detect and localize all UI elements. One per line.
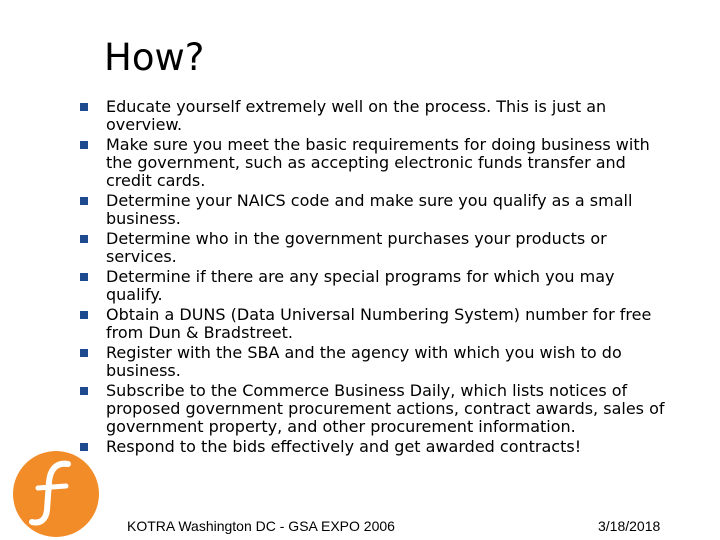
bullet-item bbox=[0, 438, 720, 456]
bullet-marker-icon bbox=[80, 311, 88, 319]
footer-date: 3/18/2018 bbox=[598, 518, 661, 534]
bullet-text: Register with the SBA and the agency with which you wish to do business. bbox=[106, 343, 622, 380]
bullet-text: Educate yourself extremely well on the process. This is just an overview. bbox=[106, 97, 607, 134]
bullet-item bbox=[0, 192, 720, 228]
bullet-marker-icon bbox=[80, 141, 88, 149]
bullet-item bbox=[0, 382, 720, 436]
bullet-marker-icon bbox=[80, 349, 88, 357]
bullet-item bbox=[0, 98, 720, 134]
bullet-list bbox=[0, 98, 720, 458]
f-logo-icon bbox=[12, 450, 100, 538]
bullet-marker-icon bbox=[80, 387, 88, 395]
bullet-marker-icon bbox=[80, 197, 88, 205]
bullet-item bbox=[0, 306, 720, 342]
bullet-text: Determine your NAICS code and make sure you qualify as a small business. bbox=[106, 191, 633, 228]
bullet-item bbox=[0, 268, 720, 304]
bullet-text: Determine if there are any special programs for which you may qualify. bbox=[106, 267, 615, 304]
bullet-text: Determine who in the government purchases your products or services. bbox=[106, 229, 607, 266]
bullet-marker-icon bbox=[80, 103, 88, 111]
bullet-text: Respond to the bids effectively and get awarded contracts! bbox=[106, 437, 582, 456]
slide-title: How? bbox=[104, 36, 205, 79]
bullet-marker-icon bbox=[80, 235, 88, 243]
bullet-text: Subscribe to the Commerce Business Daily, which lists notices of proposed government procurement actions, contract awards, sales of government property, and other procurement information. bbox=[106, 381, 665, 436]
bullet-text: Obtain a DUNS (Data Universal Numbering System) number for free from Dun & Bradstreet. bbox=[106, 305, 652, 342]
bullet-item bbox=[0, 136, 720, 190]
bullet-item bbox=[0, 230, 720, 266]
footer-event-text: KOTRA Washington DC - GSA EXPO 2006 bbox=[127, 518, 395, 534]
bullet-text: Make sure you meet the basic requirements for doing business with the government, such as accepting electronic funds transfer and credit cards. bbox=[106, 135, 650, 190]
bullet-marker-icon bbox=[80, 273, 88, 281]
bullet-item bbox=[0, 344, 720, 380]
